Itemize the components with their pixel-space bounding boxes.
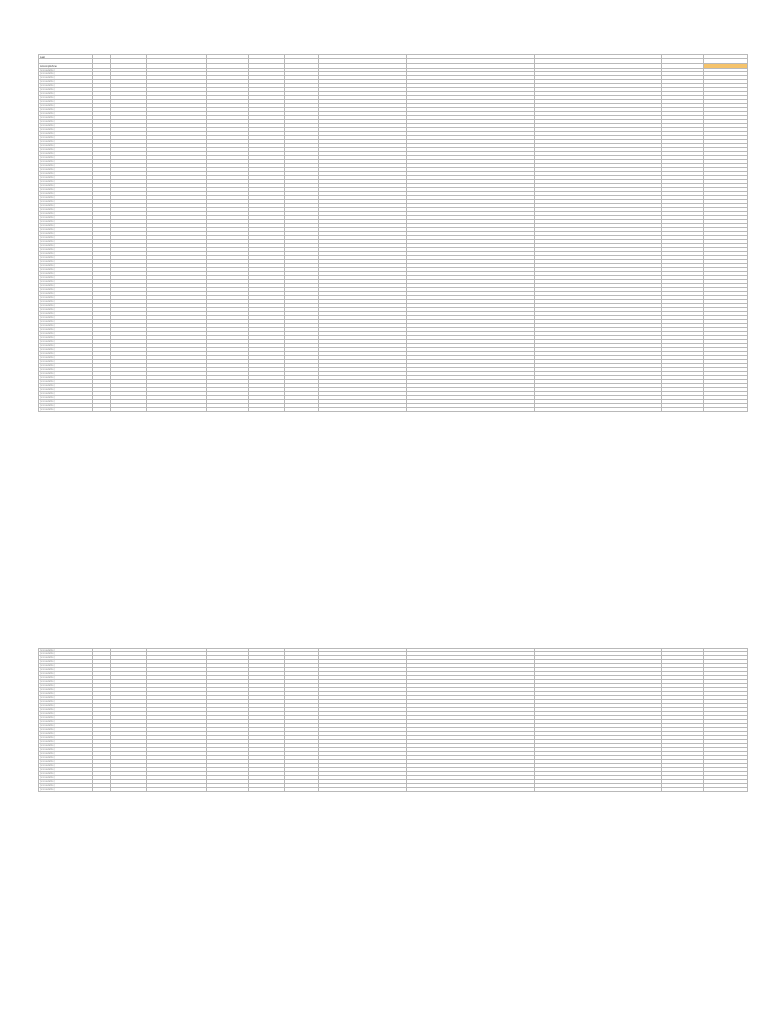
- block1-cell-73-1[interactable]: [unreadable]: [38, 356, 93, 360]
- block1-cell-15-1[interactable]: [unreadable]: [38, 124, 93, 128]
- header-cell-3-1[interactable]: Accomplishme: [38, 64, 93, 69]
- block1-cell-86-10[interactable]: [535, 408, 662, 412]
- body-grid-1: [38, 68, 748, 412]
- block2-cell-36-4[interactable]: [147, 788, 207, 792]
- block2-cell-6-1[interactable]: [unreadable]: [38, 668, 93, 672]
- block2-cell-28-1[interactable]: [unreadable]: [38, 756, 93, 760]
- block1-cell-34-1[interactable]: [unreadable]: [38, 200, 93, 204]
- block2-cell-36-2[interactable]: [93, 788, 111, 792]
- block1-cell-24-1[interactable]: [unreadable]: [38, 160, 93, 164]
- block1-cell-14-1[interactable]: [unreadable]: [38, 120, 93, 124]
- block1-cell-58-1[interactable]: [unreadable]: [38, 296, 93, 300]
- block1-cell-86-8[interactable]: [319, 408, 407, 412]
- block2-cell-23-1[interactable]: [unreadable]: [38, 736, 93, 740]
- block1-cell-61-1[interactable]: [unreadable]: [38, 308, 93, 312]
- block1-cell-31-1[interactable]: [unreadable]: [38, 188, 93, 192]
- block1-cell-25-1[interactable]: [unreadable]: [38, 164, 93, 168]
- block2-cell-31-1[interactable]: [unreadable]: [38, 768, 93, 772]
- block1-cell-63-1[interactable]: [unreadable]: [38, 316, 93, 320]
- block1-cell-64-1[interactable]: [unreadable]: [38, 320, 93, 324]
- block1-cell-81-1[interactable]: [unreadable]: [38, 388, 93, 392]
- block2-cell-4-1[interactable]: [unreadable]: [38, 660, 93, 664]
- block1-cell-7-1[interactable]: [unreadable]: [38, 92, 93, 96]
- block1-cell-12-1[interactable]: [unreadable]: [38, 112, 93, 116]
- block2-cell-36-10[interactable]: [535, 788, 662, 792]
- block1-cell-82-1[interactable]: [unreadable]: [38, 392, 93, 396]
- block1-cell-57-1[interactable]: [unreadable]: [38, 292, 93, 296]
- block1-cell-16-1[interactable]: [unreadable]: [38, 128, 93, 132]
- block1-cell-86-5[interactable]: [207, 408, 249, 412]
- block2-cell-11-1[interactable]: [unreadable]: [38, 688, 93, 692]
- block1-cell-52-1[interactable]: [unreadable]: [38, 272, 93, 276]
- block2-cell-22-1[interactable]: [unreadable]: [38, 732, 93, 736]
- block2-cell-36-12[interactable]: [704, 788, 748, 792]
- block1-cell-4-1[interactable]: [unreadable]: [38, 80, 93, 84]
- block2-cell-12-1[interactable]: [unreadable]: [38, 692, 93, 696]
- block1-cell-69-1[interactable]: [unreadable]: [38, 340, 93, 344]
- block1-cell-36-1[interactable]: [unreadable]: [38, 208, 93, 212]
- block1-cell-72-1[interactable]: [unreadable]: [38, 352, 93, 356]
- block1-cell-70-1[interactable]: [unreadable]: [38, 344, 93, 348]
- block1-cell-22-1[interactable]: [unreadable]: [38, 152, 93, 156]
- block1-cell-62-1[interactable]: [unreadable]: [38, 312, 93, 316]
- block1-cell-42-1[interactable]: [unreadable]: [38, 232, 93, 236]
- block1-cell-27-1[interactable]: [unreadable]: [38, 172, 93, 176]
- block1-cell-86-7[interactable]: [285, 408, 319, 412]
- block2-cell-32-1[interactable]: [unreadable]: [38, 772, 93, 776]
- block1-cell-71-1[interactable]: [unreadable]: [38, 348, 93, 352]
- block1-cell-80-1[interactable]: [unreadable]: [38, 384, 93, 388]
- block1-cell-11-1[interactable]: [unreadable]: [38, 108, 93, 112]
- block2-cell-2-1[interactable]: [unreadable]: [38, 652, 93, 656]
- block1-cell-46-1[interactable]: [unreadable]: [38, 248, 93, 252]
- block1-cell-38-1[interactable]: [unreadable]: [38, 216, 93, 220]
- block1-cell-43-1[interactable]: [unreadable]: [38, 236, 93, 240]
- block1-cell-17-1[interactable]: [unreadable]: [38, 132, 93, 136]
- header-cell-1-1[interactable]: Last: [38, 54, 93, 59]
- block1-cell-13-1[interactable]: [unreadable]: [38, 116, 93, 120]
- block2-cell-36-11[interactable]: [662, 788, 704, 792]
- block1-cell-30-1[interactable]: [unreadable]: [38, 184, 93, 188]
- block1-cell-39-1[interactable]: [unreadable]: [38, 220, 93, 224]
- block2-cell-17-1[interactable]: [unreadable]: [38, 712, 93, 716]
- block1-cell-86-11[interactable]: [662, 408, 704, 412]
- block2-cell-24-1[interactable]: [unreadable]: [38, 740, 93, 744]
- block1-cell-79-1[interactable]: [unreadable]: [38, 380, 93, 384]
- block1-cell-6-1[interactable]: [unreadable]: [38, 88, 93, 92]
- block1-cell-67-1[interactable]: [unreadable]: [38, 332, 93, 336]
- block1-cell-49-1[interactable]: [unreadable]: [38, 260, 93, 264]
- block2-cell-20-1[interactable]: [unreadable]: [38, 724, 93, 728]
- sheet-body-2: [38, 648, 748, 792]
- block2-cell-36-7[interactable]: [285, 788, 319, 792]
- body-grid-2: [38, 648, 748, 792]
- block1-cell-47-1[interactable]: [unreadable]: [38, 252, 93, 256]
- block2-cell-36-3[interactable]: [111, 788, 147, 792]
- block1-cell-86-6[interactable]: [249, 408, 285, 412]
- block2-cell-36-8[interactable]: [319, 788, 407, 792]
- block2-cell-36-1[interactable]: [unreadable]: [38, 788, 93, 792]
- block2-cell-5-1[interactable]: [unreadable]: [38, 664, 93, 668]
- block1-cell-50-1[interactable]: [unreadable]: [38, 264, 93, 268]
- block1-cell-86-9[interactable]: [407, 408, 535, 412]
- block1-cell-18-1[interactable]: [unreadable]: [38, 136, 93, 140]
- block1-cell-65-1[interactable]: [unreadable]: [38, 324, 93, 328]
- block1-cell-19-1[interactable]: [unreadable]: [38, 140, 93, 144]
- block2-cell-13-1[interactable]: [unreadable]: [38, 696, 93, 700]
- block1-cell-59-1[interactable]: [unreadable]: [38, 300, 93, 304]
- block1-cell-84-1[interactable]: [unreadable]: [38, 400, 93, 404]
- block1-cell-28-1[interactable]: [unreadable]: [38, 176, 93, 180]
- block2-cell-1-1[interactable]: [unreadable]: [38, 648, 93, 652]
- sheet-body-1: [38, 68, 748, 412]
- block2-cell-21-1[interactable]: [unreadable]: [38, 728, 93, 732]
- block1-cell-37-1[interactable]: [unreadable]: [38, 212, 93, 216]
- block2-cell-29-1[interactable]: [unreadable]: [38, 760, 93, 764]
- block1-cell-45-1[interactable]: [unreadable]: [38, 244, 93, 248]
- block2-cell-19-1[interactable]: [unreadable]: [38, 720, 93, 724]
- block2-cell-3-1[interactable]: [unreadable]: [38, 656, 93, 660]
- block1-cell-74-1[interactable]: [unreadable]: [38, 360, 93, 364]
- block1-cell-5-1[interactable]: [unreadable]: [38, 84, 93, 88]
- block2-cell-27-1[interactable]: [unreadable]: [38, 752, 93, 756]
- block2-cell-26-1[interactable]: [unreadable]: [38, 748, 93, 752]
- block1-cell-77-1[interactable]: [unreadable]: [38, 372, 93, 376]
- block1-cell-75-1[interactable]: [unreadable]: [38, 364, 93, 368]
- block1-cell-60-1[interactable]: [unreadable]: [38, 304, 93, 308]
- block1-cell-66-1[interactable]: [unreadable]: [38, 328, 93, 332]
- block1-cell-21-1[interactable]: [unreadable]: [38, 148, 93, 152]
- block1-cell-23-1[interactable]: [unreadable]: [38, 156, 93, 160]
- block2-cell-15-1[interactable]: [unreadable]: [38, 704, 93, 708]
- block2-cell-8-1[interactable]: [unreadable]: [38, 676, 93, 680]
- block2-cell-36-9[interactable]: [407, 788, 535, 792]
- block1-cell-3-1[interactable]: [unreadable]: [38, 76, 93, 80]
- block1-cell-8-1[interactable]: [unreadable]: [38, 96, 93, 100]
- header-grid: [38, 54, 748, 69]
- block2-cell-30-1[interactable]: [unreadable]: [38, 764, 93, 768]
- block1-cell-68-1[interactable]: [unreadable]: [38, 336, 93, 340]
- block2-cell-18-1[interactable]: [unreadable]: [38, 716, 93, 720]
- block1-cell-55-1[interactable]: [unreadable]: [38, 284, 93, 288]
- block2-cell-10-1[interactable]: [unreadable]: [38, 684, 93, 688]
- block1-cell-40-1[interactable]: [unreadable]: [38, 224, 93, 228]
- block1-cell-53-1[interactable]: [unreadable]: [38, 276, 93, 280]
- block2-cell-16-1[interactable]: [unreadable]: [38, 708, 93, 712]
- block2-cell-14-1[interactable]: [unreadable]: [38, 700, 93, 704]
- block2-cell-34-1[interactable]: [unreadable]: [38, 780, 93, 784]
- block1-cell-1-1[interactable]: [unreadable]: [38, 68, 93, 72]
- block1-cell-29-1[interactable]: [unreadable]: [38, 180, 93, 184]
- block1-cell-86-1[interactable]: [unreadable]: [38, 408, 93, 412]
- block1-cell-54-1[interactable]: [unreadable]: [38, 280, 93, 284]
- sheet-header: [38, 54, 748, 69]
- block1-cell-32-1[interactable]: [unreadable]: [38, 192, 93, 196]
- block1-cell-51-1[interactable]: [unreadable]: [38, 268, 93, 272]
- block1-cell-76-1[interactable]: [unreadable]: [38, 368, 93, 372]
- block2-cell-36-5[interactable]: [207, 788, 249, 792]
- block1-cell-44-1[interactable]: [unreadable]: [38, 240, 93, 244]
- block1-cell-2-1[interactable]: [unreadable]: [38, 72, 93, 76]
- block2-cell-25-1[interactable]: [unreadable]: [38, 744, 93, 748]
- block2-cell-7-1[interactable]: [unreadable]: [38, 672, 93, 676]
- block1-cell-78-1[interactable]: [unreadable]: [38, 376, 93, 380]
- block1-cell-56-1[interactable]: [unreadable]: [38, 288, 93, 292]
- block1-cell-86-12[interactable]: [704, 408, 748, 412]
- block1-cell-33-1[interactable]: [unreadable]: [38, 196, 93, 200]
- block1-cell-26-1[interactable]: [unreadable]: [38, 168, 93, 172]
- block1-cell-41-1[interactable]: [unreadable]: [38, 228, 93, 232]
- block1-cell-48-1[interactable]: [unreadable]: [38, 256, 93, 260]
- block1-cell-20-1[interactable]: [unreadable]: [38, 144, 93, 148]
- block2-cell-35-1[interactable]: [unreadable]: [38, 784, 93, 788]
- block1-cell-86-3[interactable]: [111, 408, 147, 412]
- block2-cell-9-1[interactable]: [unreadable]: [38, 680, 93, 684]
- block1-cell-83-1[interactable]: [unreadable]: [38, 396, 93, 400]
- block2-cell-36-6[interactable]: [249, 788, 285, 792]
- block1-cell-35-1[interactable]: [unreadable]: [38, 204, 93, 208]
- block1-cell-86-4[interactable]: [147, 408, 207, 412]
- block1-cell-10-1[interactable]: [unreadable]: [38, 104, 93, 108]
- block1-cell-9-1[interactable]: [unreadable]: [38, 100, 93, 104]
- block1-cell-85-1[interactable]: [unreadable]: [38, 404, 93, 408]
- block2-cell-33-1[interactable]: [unreadable]: [38, 776, 93, 780]
- block1-cell-86-2[interactable]: [93, 408, 111, 412]
